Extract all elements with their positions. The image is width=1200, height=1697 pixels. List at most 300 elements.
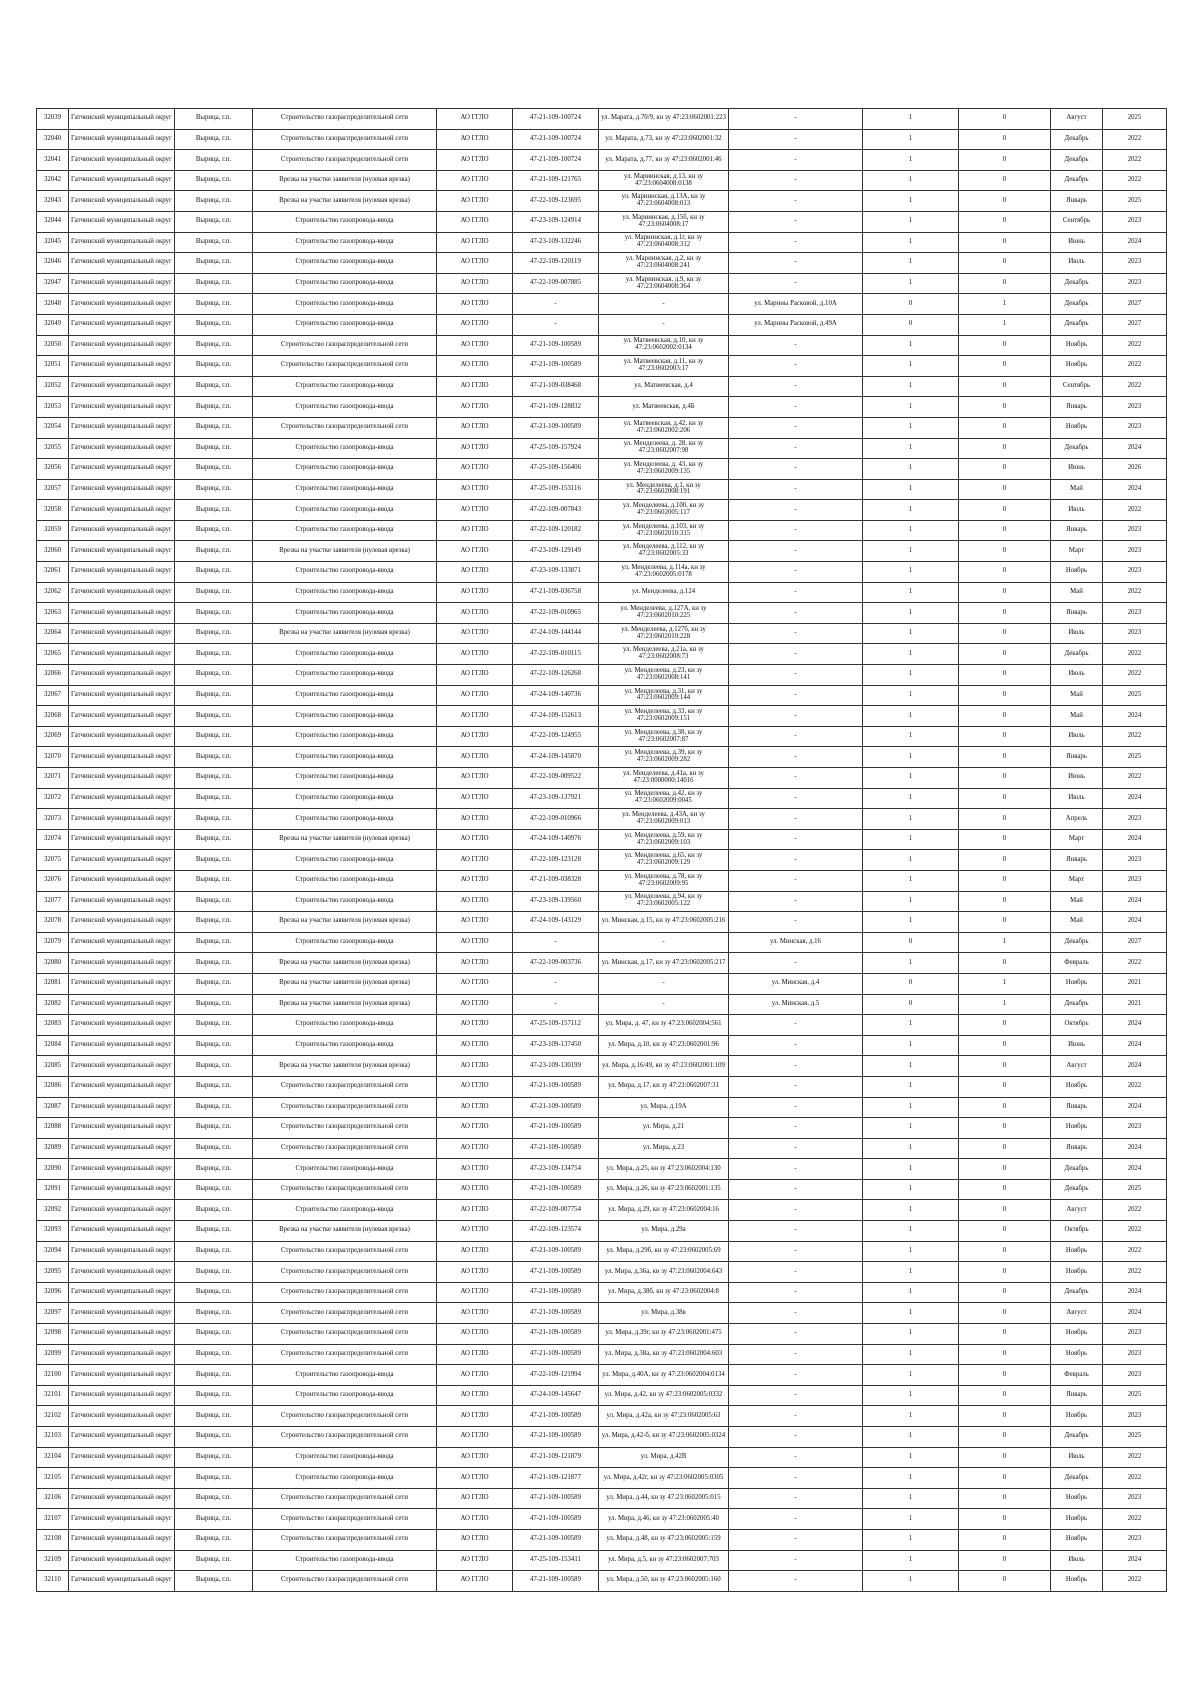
work-type-cell: Строительство газораспределительной сети (253, 1097, 437, 1118)
year-cell: 2022 (1103, 768, 1167, 789)
address-cell: ул. Минская, д.16 (729, 932, 863, 953)
flag-b-cell: 0 (959, 562, 1051, 583)
program-code-cell: 47-23-109-129149 (513, 541, 599, 562)
program-code-cell: 47-21-109-038468 (513, 376, 599, 397)
month-cell: Январь (1051, 1138, 1103, 1159)
organization-cell: АО ГГЛО (437, 150, 513, 171)
month-cell: Ноябрь (1051, 356, 1103, 377)
flag-b-cell: 0 (959, 376, 1051, 397)
row-number-cell: 32057 (37, 479, 69, 500)
work-type-cell: Строительство газопровода-ввода (253, 273, 437, 294)
flag-b-cell: 1 (959, 932, 1051, 953)
table-row (37, 479, 1167, 500)
row-number-cell: 32054 (37, 417, 69, 438)
organization-cell: АО ГГЛО (437, 1056, 513, 1077)
address-cell: - (729, 706, 863, 727)
program-code-cell: 47-21-109-036758 (513, 582, 599, 603)
row-number-cell: 32053 (37, 397, 69, 418)
settlement-cell: Вырица, г.п. (175, 582, 253, 603)
work-type-cell: Строительство газопровода-ввода (253, 253, 437, 274)
organization-cell: АО ГГЛО (437, 479, 513, 500)
organization-cell: АО ГГЛО (437, 685, 513, 706)
flag-a-cell: 1 (863, 953, 959, 974)
flag-a-cell: 1 (863, 1282, 959, 1303)
address-cadastral-cell: ул. Мира, д.29а (599, 1221, 729, 1242)
settlement-cell: Вырица, г.п. (175, 912, 253, 933)
program-code-cell: 47-21-109-100724 (513, 150, 599, 171)
settlement-cell: Вырица, г.п. (175, 665, 253, 686)
month-cell: Декабрь (1051, 314, 1103, 335)
address-cadastral-cell: ул. Менделеева, д.33, кн зу 47:23:0602009:151 (599, 706, 729, 727)
address-cadastral-cell: ул. Менделеева, д.42, кн зу 47:23:0602009:0045 (599, 788, 729, 809)
row-number-cell: 32049 (37, 314, 69, 335)
month-cell: Декабрь (1051, 438, 1103, 459)
work-type-cell: Строительство газораспределительной сети (253, 150, 437, 171)
work-type-cell: Строительство газораспределительной сети (253, 1262, 437, 1283)
flag-b-cell: 0 (959, 520, 1051, 541)
flag-b-cell: 0 (959, 1550, 1051, 1571)
program-code-cell: 47-24-109-145647 (513, 1385, 599, 1406)
work-type-cell: Строительство газораспределительной сети (253, 1488, 437, 1509)
work-type-cell: Строительство газопровода-ввода (253, 397, 437, 418)
row-number-cell: 32101 (37, 1385, 69, 1406)
row-number-cell: 32068 (37, 706, 69, 727)
row-number-cell: 32064 (37, 623, 69, 644)
program-code-cell: 47-25-109-157924 (513, 438, 599, 459)
program-code-cell: 47-21-109-100589 (513, 335, 599, 356)
program-code-cell: 47-21-109-100589 (513, 1097, 599, 1118)
row-number-cell: 32103 (37, 1427, 69, 1448)
work-type-cell: Строительство газораспределительной сети (253, 109, 437, 130)
organization-cell: АО ГГЛО (437, 1447, 513, 1468)
address-cadastral-cell: ул. Менделеева, д.114а, кн зу 47:23:0602005:0178 (599, 562, 729, 583)
address-cell: - (729, 150, 863, 171)
work-type-cell: Врезка на участке заявителя (нулевая врезка) (253, 1221, 437, 1242)
flag-b-cell: 0 (959, 1138, 1051, 1159)
settlement-cell: Вырица, г.п. (175, 1241, 253, 1262)
table-row (37, 541, 1167, 562)
flag-b-cell: 0 (959, 397, 1051, 418)
address-cell: - (729, 1344, 863, 1365)
flag-b-cell: 0 (959, 747, 1051, 768)
settlement-cell: Вырица, г.п. (175, 1324, 253, 1345)
address-cell: - (729, 417, 863, 438)
month-cell: Декабрь (1051, 932, 1103, 953)
table-row (37, 1447, 1167, 1468)
flag-b-cell: 0 (959, 1282, 1051, 1303)
settlement-cell: Вырица, г.п. (175, 335, 253, 356)
row-number-cell: 32096 (37, 1282, 69, 1303)
flag-b-cell: 0 (959, 582, 1051, 603)
table-row (37, 129, 1167, 150)
address-cadastral-cell: ул. Менделеева, д. 43, кн зу 47:23:0602009:135 (599, 459, 729, 480)
flag-b-cell: 0 (959, 335, 1051, 356)
flag-b-cell: 0 (959, 1015, 1051, 1036)
table-row (37, 314, 1167, 335)
flag-a-cell: 1 (863, 541, 959, 562)
program-code-cell: 47-23-109-130199 (513, 1056, 599, 1077)
year-cell: 2021 (1103, 973, 1167, 994)
program-code-cell: 47-21-109-121765 (513, 170, 599, 191)
flag-a-cell: 1 (863, 1324, 959, 1345)
flag-b-cell: 0 (959, 232, 1051, 253)
address-cell: - (729, 1241, 863, 1262)
settlement-cell: Вырица, г.п. (175, 1427, 253, 1448)
table-row (37, 706, 1167, 727)
flag-b-cell: 0 (959, 912, 1051, 933)
row-number-cell: 32045 (37, 232, 69, 253)
year-cell: 2022 (1103, 356, 1167, 377)
organization-cell: АО ГГЛО (437, 500, 513, 521)
address-cadastral-cell: ул. Мира, д.16/49, кн зу 47:23:0602001:109 (599, 1056, 729, 1077)
year-cell: 2023 (1103, 1118, 1167, 1139)
program-code-cell: 47-21-109-100589 (513, 1344, 599, 1365)
row-number-cell: 32060 (37, 541, 69, 562)
row-number-cell: 32056 (37, 459, 69, 480)
settlement-cell: Вырица, г.п. (175, 1529, 253, 1550)
settlement-cell: Вырица, г.п. (175, 1015, 253, 1036)
month-cell: Январь (1051, 397, 1103, 418)
organization-cell: АО ГГЛО (437, 314, 513, 335)
municipality-cell: Гатчинский муниципальный округ (69, 726, 175, 747)
month-cell: Июль (1051, 253, 1103, 274)
settlement-cell: Вырица, г.п. (175, 1365, 253, 1386)
address-cell: - (729, 603, 863, 624)
address-cell: - (729, 850, 863, 871)
municipality-cell: Гатчинский муниципальный округ (69, 232, 175, 253)
flag-a-cell: 1 (863, 1179, 959, 1200)
address-cadastral-cell: ул. Мира, д.38б, кн зу 47:23:0602004:8 (599, 1282, 729, 1303)
organization-cell: АО ГГЛО (437, 1282, 513, 1303)
year-cell: 2022 (1103, 500, 1167, 521)
month-cell: Февраль (1051, 953, 1103, 974)
municipality-cell: Гатчинский муниципальный округ (69, 932, 175, 953)
organization-cell: АО ГГЛО (437, 1179, 513, 1200)
municipality-cell: Гатчинский муниципальный округ (69, 1221, 175, 1242)
municipality-cell: Гатчинский муниципальный округ (69, 150, 175, 171)
table-row (37, 623, 1167, 644)
flag-b-cell: 0 (959, 788, 1051, 809)
address-cadastral-cell: - (599, 973, 729, 994)
municipality-cell: Гатчинский муниципальный округ (69, 891, 175, 912)
year-cell: 2024 (1103, 706, 1167, 727)
address-cadastral-cell: ул. Менделеева, д.38, кн зу 47:23:0602007:87 (599, 726, 729, 747)
table-row (37, 891, 1167, 912)
flag-a-cell: 1 (863, 747, 959, 768)
address-cadastral-cell: ул. Менделеева, д.124 (599, 582, 729, 603)
flag-b-cell: 0 (959, 1468, 1051, 1489)
program-code-cell: - (513, 314, 599, 335)
organization-cell: АО ГГЛО (437, 1509, 513, 1530)
flag-a-cell: 1 (863, 1468, 959, 1489)
year-cell: 2024 (1103, 1015, 1167, 1036)
work-type-cell: Строительство газопровода-ввода (253, 1365, 437, 1386)
year-cell: 2027 (1103, 314, 1167, 335)
municipality-cell: Гатчинский муниципальный округ (69, 1159, 175, 1180)
row-number-cell: 32109 (37, 1550, 69, 1571)
work-type-cell: Строительство газопровода-ввода (253, 376, 437, 397)
table-row (37, 150, 1167, 171)
municipality-cell: Гатчинский муниципальный округ (69, 1035, 175, 1056)
year-cell: 2023 (1103, 850, 1167, 871)
flag-b-cell: 0 (959, 1056, 1051, 1077)
year-cell: 2022 (1103, 1241, 1167, 1262)
program-code-cell: 47-21-109-121877 (513, 1468, 599, 1489)
table-row (37, 520, 1167, 541)
organization-cell: АО ГГЛО (437, 376, 513, 397)
work-type-cell: Врезка на участке заявителя (нулевая врезка) (253, 191, 437, 212)
organization-cell: АО ГГЛО (437, 1159, 513, 1180)
organization-cell: АО ГГЛО (437, 397, 513, 418)
program-code-cell: 47-22-109-007754 (513, 1200, 599, 1221)
flag-a-cell: 1 (863, 1035, 959, 1056)
table-row (37, 1529, 1167, 1550)
flag-b-cell: 0 (959, 150, 1051, 171)
address-cadastral-cell: ул. Менделеева, д.127А, кн зу 47:23:0602010:225 (599, 603, 729, 624)
organization-cell: АО ГГЛО (437, 294, 513, 315)
row-number-cell: 32102 (37, 1406, 69, 1427)
address-cadastral-cell: ул. Мира, д.39г, кн зу 47:23:0602001:475 (599, 1324, 729, 1345)
table-body (37, 109, 1167, 1592)
flag-a-cell: 0 (863, 932, 959, 953)
settlement-cell: Вырица, г.п. (175, 1571, 253, 1592)
month-cell: Декабрь (1051, 1159, 1103, 1180)
program-code-cell: 47-22-109-009522 (513, 768, 599, 789)
organization-cell: АО ГГЛО (437, 623, 513, 644)
month-cell: Декабрь (1051, 994, 1103, 1015)
municipality-cell: Гатчинский муниципальный округ (69, 1488, 175, 1509)
flag-a-cell: 1 (863, 1488, 959, 1509)
flag-b-cell: 0 (959, 1344, 1051, 1365)
program-code-cell: 47-22-109-123695 (513, 191, 599, 212)
work-type-cell: Строительство газораспределительной сети (253, 417, 437, 438)
settlement-cell: Вырица, г.п. (175, 1303, 253, 1324)
month-cell: Ноябрь (1051, 1241, 1103, 1262)
settlement-cell: Вырица, г.п. (175, 253, 253, 274)
settlement-cell: Вырица, г.п. (175, 562, 253, 583)
flag-b-cell: 0 (959, 1427, 1051, 1448)
flag-b-cell: 0 (959, 1221, 1051, 1242)
flag-b-cell: 0 (959, 273, 1051, 294)
municipality-cell: Гатчинский муниципальный округ (69, 1468, 175, 1489)
address-cell: - (729, 479, 863, 500)
settlement-cell: Вырица, г.п. (175, 1509, 253, 1530)
program-code-cell: 47-24-109-140736 (513, 685, 599, 706)
municipality-cell: Гатчинский муниципальный округ (69, 953, 175, 974)
address-cell: - (729, 1365, 863, 1386)
month-cell: Ноябрь (1051, 1406, 1103, 1427)
year-cell: 2023 (1103, 1365, 1167, 1386)
flag-b-cell: 0 (959, 1509, 1051, 1530)
work-type-cell: Врезка на участке заявителя (нулевая врезка) (253, 623, 437, 644)
flag-a-cell: 1 (863, 1303, 959, 1324)
flag-a-cell: 1 (863, 1076, 959, 1097)
year-cell: 2023 (1103, 1488, 1167, 1509)
month-cell: Июль (1051, 500, 1103, 521)
year-cell: 2024 (1103, 1282, 1167, 1303)
table-row (37, 788, 1167, 809)
organization-cell: АО ГГЛО (437, 170, 513, 191)
municipality-cell: Гатчинский муниципальный округ (69, 809, 175, 830)
address-cell: - (729, 376, 863, 397)
month-cell: Август (1051, 1200, 1103, 1221)
row-number-cell: 32047 (37, 273, 69, 294)
address-cell: ул. Марины Расковой, д.10А (729, 294, 863, 315)
month-cell: Декабрь (1051, 1468, 1103, 1489)
settlement-cell: Вырица, г.п. (175, 479, 253, 500)
flag-b-cell: 0 (959, 253, 1051, 274)
year-cell: 2024 (1103, 829, 1167, 850)
address-cell: - (729, 1324, 863, 1345)
year-cell: 2023 (1103, 211, 1167, 232)
address-cadastral-cell: ул. Мариинская, д.9, кн зу 47:23:0604008:364 (599, 273, 729, 294)
address-cell: - (729, 500, 863, 521)
table-row (37, 932, 1167, 953)
flag-b-cell: 0 (959, 1303, 1051, 1324)
settlement-cell: Вырица, г.п. (175, 1200, 253, 1221)
organization-cell: АО ГГЛО (437, 273, 513, 294)
program-code-cell: 47-21-109-100589 (513, 1076, 599, 1097)
program-code-cell: 47-21-109-128832 (513, 397, 599, 418)
month-cell: Декабрь (1051, 1179, 1103, 1200)
flag-a-cell: 0 (863, 314, 959, 335)
flag-b-cell: 0 (959, 459, 1051, 480)
work-type-cell: Строительство газопровода-ввода (253, 1385, 437, 1406)
program-code-cell: 47-21-109-100724 (513, 109, 599, 130)
municipality-cell: Гатчинский муниципальный округ (69, 603, 175, 624)
flag-a-cell: 1 (863, 1571, 959, 1592)
settlement-cell: Вырица, г.п. (175, 314, 253, 335)
address-cadastral-cell: ул. Мариинская, д.13А, кн зу 47:23:0604008:013 (599, 191, 729, 212)
program-code-cell: 47-21-109-100589 (513, 1282, 599, 1303)
table-row (37, 809, 1167, 830)
flag-a-cell: 1 (863, 356, 959, 377)
table-row (37, 1179, 1167, 1200)
work-type-cell: Строительство газопровода-ввода (253, 500, 437, 521)
address-cadastral-cell: ул. Менделеева, д.43А, кн зу 47:23:0602009:013 (599, 809, 729, 830)
settlement-cell: Вырица, г.п. (175, 726, 253, 747)
month-cell: Февраль (1051, 1365, 1103, 1386)
flag-a-cell: 0 (863, 994, 959, 1015)
year-cell: 2023 (1103, 1344, 1167, 1365)
work-type-cell: Строительство газопровода-ввода (253, 232, 437, 253)
month-cell: Июль (1051, 1550, 1103, 1571)
month-cell: Ноябрь (1051, 1571, 1103, 1592)
municipality-cell: Гатчинский муниципальный округ (69, 1509, 175, 1530)
flag-a-cell: 1 (863, 1365, 959, 1386)
address-cell: - (729, 1550, 863, 1571)
municipality-cell: Гатчинский муниципальный округ (69, 644, 175, 665)
organization-cell: АО ГГЛО (437, 562, 513, 583)
row-number-cell: 32092 (37, 1200, 69, 1221)
month-cell: Ноябрь (1051, 335, 1103, 356)
work-type-cell: Строительство газопровода-ввода (253, 582, 437, 603)
table-row (37, 829, 1167, 850)
address-cell: - (729, 623, 863, 644)
address-cell: - (729, 520, 863, 541)
organization-cell: АО ГГЛО (437, 768, 513, 789)
work-type-cell: Врезка на участке заявителя (нулевая врезка) (253, 912, 437, 933)
year-cell: 2022 (1103, 170, 1167, 191)
work-type-cell: Строительство газораспределительной сети (253, 1282, 437, 1303)
flag-a-cell: 1 (863, 1509, 959, 1530)
year-cell: 2023 (1103, 1406, 1167, 1427)
table-row (37, 1385, 1167, 1406)
program-code-cell: 47-21-109-100589 (513, 1241, 599, 1262)
work-type-cell: Строительство газораспределительной сети (253, 1076, 437, 1097)
flag-b-cell: 0 (959, 1365, 1051, 1386)
row-number-cell: 32083 (37, 1015, 69, 1036)
organization-cell: АО ГГЛО (437, 1076, 513, 1097)
row-number-cell: 32055 (37, 438, 69, 459)
settlement-cell: Вырица, г.п. (175, 129, 253, 150)
address-cell: - (729, 541, 863, 562)
flag-b-cell: 0 (959, 211, 1051, 232)
row-number-cell: 32078 (37, 912, 69, 933)
address-cell: - (729, 582, 863, 603)
row-number-cell: 32107 (37, 1509, 69, 1530)
row-number-cell: 32089 (37, 1138, 69, 1159)
year-cell: 2025 (1103, 747, 1167, 768)
month-cell: Сентябрь (1051, 211, 1103, 232)
work-type-cell: Строительство газопровода-ввода (253, 211, 437, 232)
settlement-cell: Вырица, г.п. (175, 603, 253, 624)
settlement-cell: Вырица, г.п. (175, 1488, 253, 1509)
address-cadastral-cell: ул. Мира, д.26, кн зу 47:23:0602001:135 (599, 1179, 729, 1200)
organization-cell: АО ГГЛО (437, 1221, 513, 1242)
municipality-cell: Гатчинский муниципальный округ (69, 1303, 175, 1324)
flag-a-cell: 1 (863, 129, 959, 150)
work-type-cell: Врезка на участке заявителя (нулевая врезка) (253, 1056, 437, 1077)
address-cell: - (729, 1179, 863, 1200)
month-cell: Август (1051, 1303, 1103, 1324)
year-cell: 2022 (1103, 376, 1167, 397)
flag-a-cell: 1 (863, 232, 959, 253)
address-cadastral-cell: ул. Мира, д.21 (599, 1118, 729, 1139)
address-cell: - (729, 1427, 863, 1448)
organization-cell: АО ГГЛО (437, 1550, 513, 1571)
program-code-cell: 47-21-109-100589 (513, 1488, 599, 1509)
work-type-cell: Строительство газораспределительной сети (253, 1179, 437, 1200)
settlement-cell: Вырица, г.п. (175, 747, 253, 768)
table-row (37, 1200, 1167, 1221)
settlement-cell: Вырица, г.п. (175, 973, 253, 994)
settlement-cell: Вырица, г.п. (175, 1262, 253, 1283)
program-code-cell: 47-21-109-100589 (513, 356, 599, 377)
month-cell: Декабрь (1051, 1282, 1103, 1303)
address-cadastral-cell: ул. Менделеева, д.127б, кн зу 47:23:0602010:228 (599, 623, 729, 644)
flag-a-cell: 1 (863, 1241, 959, 1262)
month-cell: Июнь (1051, 232, 1103, 253)
organization-cell: АО ГГЛО (437, 211, 513, 232)
settlement-cell: Вырица, г.п. (175, 685, 253, 706)
row-number-cell: 32087 (37, 1097, 69, 1118)
year-cell: 2023 (1103, 623, 1167, 644)
year-cell: 2024 (1103, 479, 1167, 500)
work-type-cell: Строительство газораспределительной сети (253, 1241, 437, 1262)
municipality-cell: Гатчинский муниципальный округ (69, 1179, 175, 1200)
organization-cell: АО ГГЛО (437, 541, 513, 562)
flag-b-cell: 0 (959, 1324, 1051, 1345)
program-code-cell: 47-25-109-153411 (513, 1550, 599, 1571)
address-cadastral-cell: ул. Мира, д.40А, кн зу 47:23:0602004:0134 (599, 1365, 729, 1386)
table-row (37, 953, 1167, 974)
table-row (37, 1035, 1167, 1056)
table-row (37, 211, 1167, 232)
address-cadastral-cell: ул. Мира, д.5, кн зу 47:23:0602007:703 (599, 1550, 729, 1571)
year-cell: 2022 (1103, 1468, 1167, 1489)
organization-cell: АО ГГЛО (437, 335, 513, 356)
